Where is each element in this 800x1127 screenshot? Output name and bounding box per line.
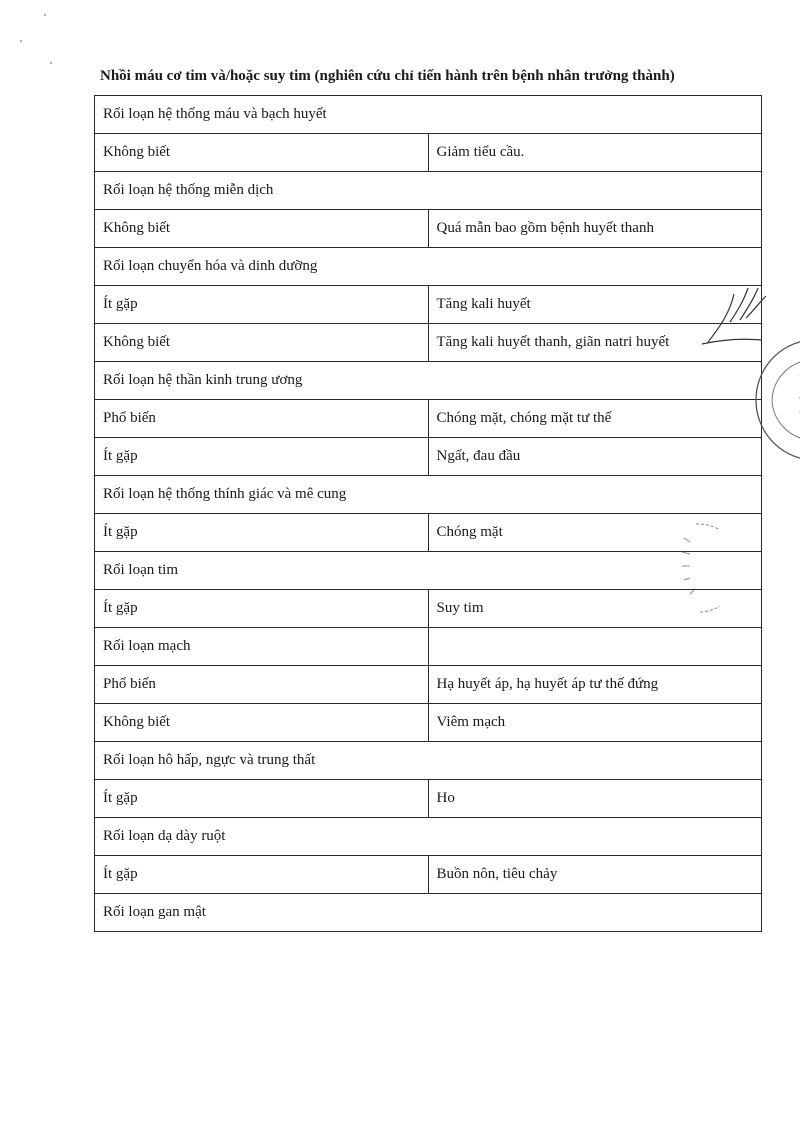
reaction-cell: Ngất, đau đầu — [428, 438, 762, 476]
section-row — [95, 818, 762, 856]
empty-cell — [428, 628, 762, 666]
reaction-row — [95, 856, 762, 894]
scan-speck — [44, 14, 46, 16]
reaction-row — [95, 438, 762, 476]
reaction-cell: Tăng kali huyết — [428, 286, 762, 324]
reaction-row — [95, 666, 762, 704]
reaction-cell: Suy tim — [428, 590, 762, 628]
reaction-cell: Giảm tiểu cầu. — [428, 134, 762, 172]
frequency-cell: Ít gặp — [95, 438, 429, 476]
adverse-reactions-table — [94, 95, 762, 932]
frequency-cell: Ít gặp — [95, 286, 429, 324]
company-stamp — [752, 330, 800, 470]
reaction-cell: Buồn nôn, tiêu chảy — [428, 856, 762, 894]
section-row — [95, 362, 762, 400]
reaction-cell: Quá mẫn bao gồm bệnh huyết thanh — [428, 210, 762, 248]
frequency-cell: Ít gặp — [95, 590, 429, 628]
section-label: Rối loạn hệ thống thính giác và mê cung — [95, 476, 762, 514]
reaction-row — [95, 210, 762, 248]
section-label: Rối loạn tim — [95, 552, 762, 590]
section-label: Rối loạn hệ thần kinh trung ương — [95, 362, 762, 400]
reaction-cell: Viêm mạch — [428, 704, 762, 742]
frequency-cell: Không biết — [95, 704, 429, 742]
reaction-row — [95, 704, 762, 742]
reaction-row — [95, 324, 762, 362]
frequency-cell: Ít gặp — [95, 514, 429, 552]
frequency-cell: Phổ biến — [95, 666, 429, 704]
section-label: Rối loạn hô hấp, ngực và trung thất — [95, 742, 762, 780]
reaction-cell: Hạ huyết áp, hạ huyết áp tư thế đứng — [428, 666, 762, 704]
reaction-row — [95, 286, 762, 324]
section-label: Rối loạn hệ thống miễn dịch — [95, 172, 762, 210]
section-label: Rối loạn dạ dày ruột — [95, 818, 762, 856]
reaction-cell: Ho — [428, 780, 762, 818]
frequency-cell: Không biết — [95, 210, 429, 248]
reaction-cell: Tăng kali huyết thanh, giãn natri huyết — [428, 324, 762, 362]
frequency-cell: Không biết — [95, 134, 429, 172]
reaction-row — [95, 400, 762, 438]
reaction-cell: Chóng mặt — [428, 514, 762, 552]
section-row — [95, 172, 762, 210]
frequency-cell: Phổ biến — [95, 400, 429, 438]
reaction-row — [95, 780, 762, 818]
section-label: Rối loạn gan mật — [95, 894, 762, 932]
section-row — [95, 476, 762, 514]
stamp-fragment — [660, 518, 720, 618]
frequency-cell: Không biết — [95, 324, 429, 362]
section-row — [95, 248, 762, 286]
section-row — [95, 742, 762, 780]
scan-speck — [20, 40, 22, 42]
section-row — [95, 96, 762, 134]
frequency-cell: Ít gặp — [95, 780, 429, 818]
section-label: Rối loạn hệ thống máu và bạch huyết — [95, 96, 762, 134]
section-row — [95, 894, 762, 932]
section-label: Rối loạn chuyển hóa và dinh dưỡng — [95, 248, 762, 286]
section-label: Rối loạn mạch — [95, 628, 429, 666]
page-title: Nhồi máu cơ tim và/hoặc suy tim (nghiên cứu chỉ tiến hành trên bệnh nhân trưởng thành) — [100, 68, 675, 84]
reaction-row — [95, 134, 762, 172]
scan-speck — [50, 62, 52, 64]
reaction-cell: Chóng mặt, chóng mặt tư thế — [428, 400, 762, 438]
frequency-cell: Ít gặp — [95, 856, 429, 894]
section-row — [95, 628, 762, 666]
